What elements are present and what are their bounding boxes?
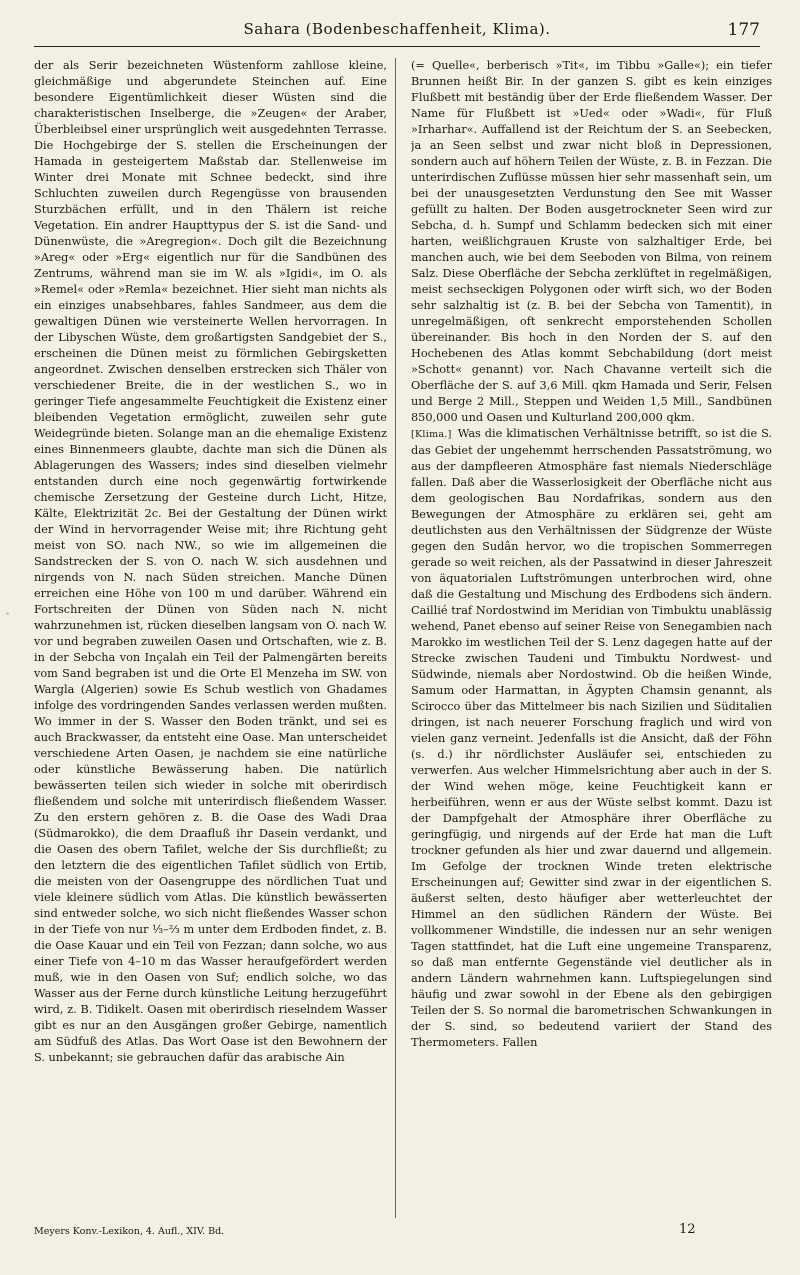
climate-paragraph — [411, 426, 772, 1051]
page-header — [34, 20, 760, 47]
footer-imprint: Meyers Konv.-Lexikon, 4. Aufl., XIV. Bd. — [34, 1226, 225, 1237]
paper-speck — [6, 612, 9, 615]
running-head: Sahara (Bodenbeschaffenheit, Klima). — [243, 20, 551, 38]
signature-mark: 12 — [679, 1222, 696, 1237]
right-column-text-1: (= Quelle«, berberisch »Tit«, im Tibbu »Galle«); ein tiefer Brunnen heißt Bir. In der ganzen S. gibt es kein einziges Flußbett mit beständig über der Erde fließendem Wasser. Der Name für Flußbett ist »Ued« oder »Wadi«, für Fluß »Irharhar«. Auffallend ist der Reichtum der S. an Seebecken, ja an Seen selbst und zwar nicht bloß in Depressionen, sondern auch auf höhern Teilen der Wüste, z. B. in Fezzan. Die unterirdischen Zuflüsse müssen hier sehr massenhaft sein, um bei der unausgesetzten Verdunstung den See mit Wasser gefüllt zu halten. Der Boden ausgetrockneter Seen wird zur Sebcha, d. h. Sumpf und Schlamm bedecken sich mit einer harten, weißlichgrauen Kruste von salzhaltiger Erde, bei manchen auch, wie bei dem Seeboden von Bilma, von reinem Salz. Diese Oberfläche der Sebcha zerklüftet in regelmäßigen, meist sechseckigen Polygonen oder wirft sich, wo der Boden sehr salzhaltig ist (z. B. bei der Sebcha von Tamentit), in unregelmäßigen, oft senkrecht emporstehenden Schollen übereinander. Bis hoch in den Norden der S. auf den Hochebenen des Atlas kommt Sebchabildung (dort meist »Schott« genannt) vor. Nach Chavanne verteilt sich die Oberfläche der S. auf 3,6 Mill. qkm Hamada und Serir, Felsen und Berge 2 Mill., Steppen und Weiden 1,5 Mill., Sandbünen 850,000 und Oasen und Kulturland 200,000 qkm. — [411, 59, 772, 424]
left-column-text: der als Serir bezeichneten Wüstenform zahllose kleine, gleichmäßige und abgerundete Steinchen auf. Eine besondere Eigentümlichkeit dieser Wüsten sind die charakteristischen Inselberge, die »Zeugen« der Araber, Überbleibsel einer ursprünglich weit ausgedehnten Terrasse. Die Hochgebirge der S. stellen die Erscheinungen der Hamada in gesteigertem Maßstab dar. Stellenweise im Winter drei Monate mit Schnee bedeckt, sind ihre Schluchten zuweilen durch Regengüsse von brausenden Sturzbächen erfüllt, und in den Thälern ist reiche Vegetation. Ein andrer Haupttypus der S. ist die Sand- und Dünenwüste, die »Aregregion«. Doch gilt die Bezeichnung »Areg« oder »Erg« eigentlich nur für die Sandbünen des Zentrums, während man sie im W. als »Igidi«, im O. als »Remel« oder »Remla« bezeichnet. Hier sieht man nichts als ein einziges unabsehbares, fahles Sandmeer, aus dem die gewaltigen Dünen wie versteinerte Wellen hervorragen. In der Libyschen Wüste, dem großartigsten Sandgebiet der S., erscheinen die Dünen meist zu förmlichen Gebirgsketten angeordnet. Zwischen denselben erstrecken sich Thäler von verschiedener Breite, die in der westlichen S., wo in geringer Tiefe angesammelte Feuchtigkeit die Existenz einer bleibenden Vegetation ermöglicht, zuweilen sehr gute Weidegründe bieten. Solange man an die ehemalige Existenz eines Binnenmeers glaubte, dachte man sich die Dünen als Ablagerungen des Wassers; indes sind dieselben vielmehr entstanden durch eine noch gegenwärtig fortwirkende chemische Zersetzung der Gesteine durch Licht, Hitze, Kälte, Elektrizität 2c. Bei der Gestaltung der Dünen wirkt der Wind in hervorragender Weise mit; ihre Richtung geht meist von SO. nach NW., so wie im allgemeinen die Sandstrecken der S. von O. nach W. sich ausdehnen und nirgends von N. nach Süden streichen. Manche Dünen erreichen eine Höhe von 100 m und darüber. Während ein Fortschreiten der Dünen von Süden nach N. nicht wahrzunehmen ist, rücken dieselben langsam von O. nach W. vor und begraben zuweilen Oasen und Ortschaften, wie z. B. in der Sebcha von Inçalah ein Teil der Palmengärten bereits vom Sand begraben ist und die Orte El Menzeha im SW. von Wargla (Algerien) sowie Es Schub westlich von Ghadames infolge des vordringenden Sandes verlassen werden mußten. Wo immer in der S. Wasser den Boden tränkt, und sei es auch Brackwasser, da entsteht eine Oase. Man unterscheidet verschiedene Arten Oasen, je nachdem sie eine natürliche oder künstliche Bewässerung haben. Die natürlich bewässerten teilen sich wieder in solche mit oberirdisch fließendem und solche mit unterirdisch fließendem Wasser. Zu den erstern gehören z. B. die Oase des Wadi Draa (Südmarokko), die dem Draafluß ihr Dasein verdankt, und die Oasen des obern Tafilet, welche der Sis durchfließt; zu den letztern die des eigentlichen Tafilet südlich von Ertib, die meisten von der Oasengruppe des nördlichen Tuat und viele kleinere südlich vom Atlas. Die künstlich bewässerten sind entweder solche, wo sich nicht fließendes Wasser schon in der Tiefe von nur ⅓–⅔ m unter dem Erdboden findet, z. B. die Oase Kauar und ein Teil von Fezzan; dann solche, wo aus einer Tiefe von 4–10 m das Wasser heraufgefördert werden muß, wie in den Oasen von Suf; endlich solche, wo das Wasser aus der Ferne durch künstliche Leitung herzugeführt wird, z. B. Tidikelt. Oasen mit oberirdisch rieselndem Wasser gibt es nur an den Ausgängen großer Gebirge, namentlich am Südfuß des Atlas. Das Wort Oase ist den Bewohnern der S. unbekannt; sie gebrauchen dafür das arabische Ain — [34, 59, 387, 1064]
text-columns — [34, 58, 772, 1218]
right-column — [411, 58, 772, 1218]
right-column-text-2: Was die klimatischen Verhältnisse betrifft, so ist die S. das Gebiet der ungehemmt herrschenden Passatströmung, wo aus der dampfleeren Atmosphäre fast niemals Niederschläge fallen. Daß aber die Wasserlosigkeit der Oberfläche nicht aus dem geologischen Bau Nordafrikas, sondern aus den Bewegungen der Atmosphäre zu erklären sei, geht am deutlichsten aus den Verhältnissen der Südgrenze der Wüste gegen den Sudân hervor, wo die tropischen Sommerregen gerade so weit reichen, als der Passatwind in dieser Jahreszeit von äquatorialen Luftströmungen unterbrochen wird, ohne daß die Gestaltung und Mischung des Erdbodens sich ändern. Caillié traf Nordostwind im Meridian von Timbuktu unablässig wehend, Panet ebenso auf seiner Reise von Senegambien nach Marokko im westlichen Teil der S. Lenz dagegen hatte auf der Strecke zwischen Taudeni und Timbuktu Nordwest- und Südwinde, niemals aber Nordostwind. Ob die heißen Winde, Samum oder Harmattan, in Ägypten Chamsin genannt, als Scirocco über das Mittelmeer bis nach Sizilien und Süditalien dringen, ist nach neuerer Forschung fraglich und wird von vielen ganz verneint. Jedenfalls ist die Ansicht, daß der Föhn (s. d.) ihr nördlichster Ausläufer sei, entschieden zu verwerfen. Aus welcher Himmelsrichtung aber auch in der S. der Wind wehen möge, keine Feuchtigkeit kann er herbeiführen, wenn er aus der Wüste selbst kommt. Dazu ist der Dampfgehalt der Atmosphäre ihrer Oberfläche zu geringfügig, und nirgends auf der Erde hat man die Luft trockner gefunden als hier und zwar dauernd und allgemein. Im Gefolge der trocknen Winde treten elektrische Erscheinungen auf; Gewitter sind zwar in der eigentlichen S. äußerst selten, desto häufiger aber wetterleuchtet der Himmel an den südlichen Rändern der Wüste. Bei vollkommener Windstille, die indessen nur an sehr wenigen Tagen stattfindet, hat die Luft eine ungemeine Transparenz, so daß man entfernte Gegenstände viel deutlicher als in andern Ländern wahrnehmen kann. Luftspiegelungen sind häufig und zwar sowohl in der Ebene als den gebirgigen Teilen der S. So normal die barometrischen Schwankungen in der S. sind, so bedeutend variiert der Stand des Thermometers. Fallen — [411, 427, 772, 1049]
section-label-klima: [Klima.] — [411, 429, 452, 440]
page-footer — [34, 1222, 760, 1244]
page-number: 177 — [727, 20, 760, 40]
left-column — [34, 58, 396, 1218]
